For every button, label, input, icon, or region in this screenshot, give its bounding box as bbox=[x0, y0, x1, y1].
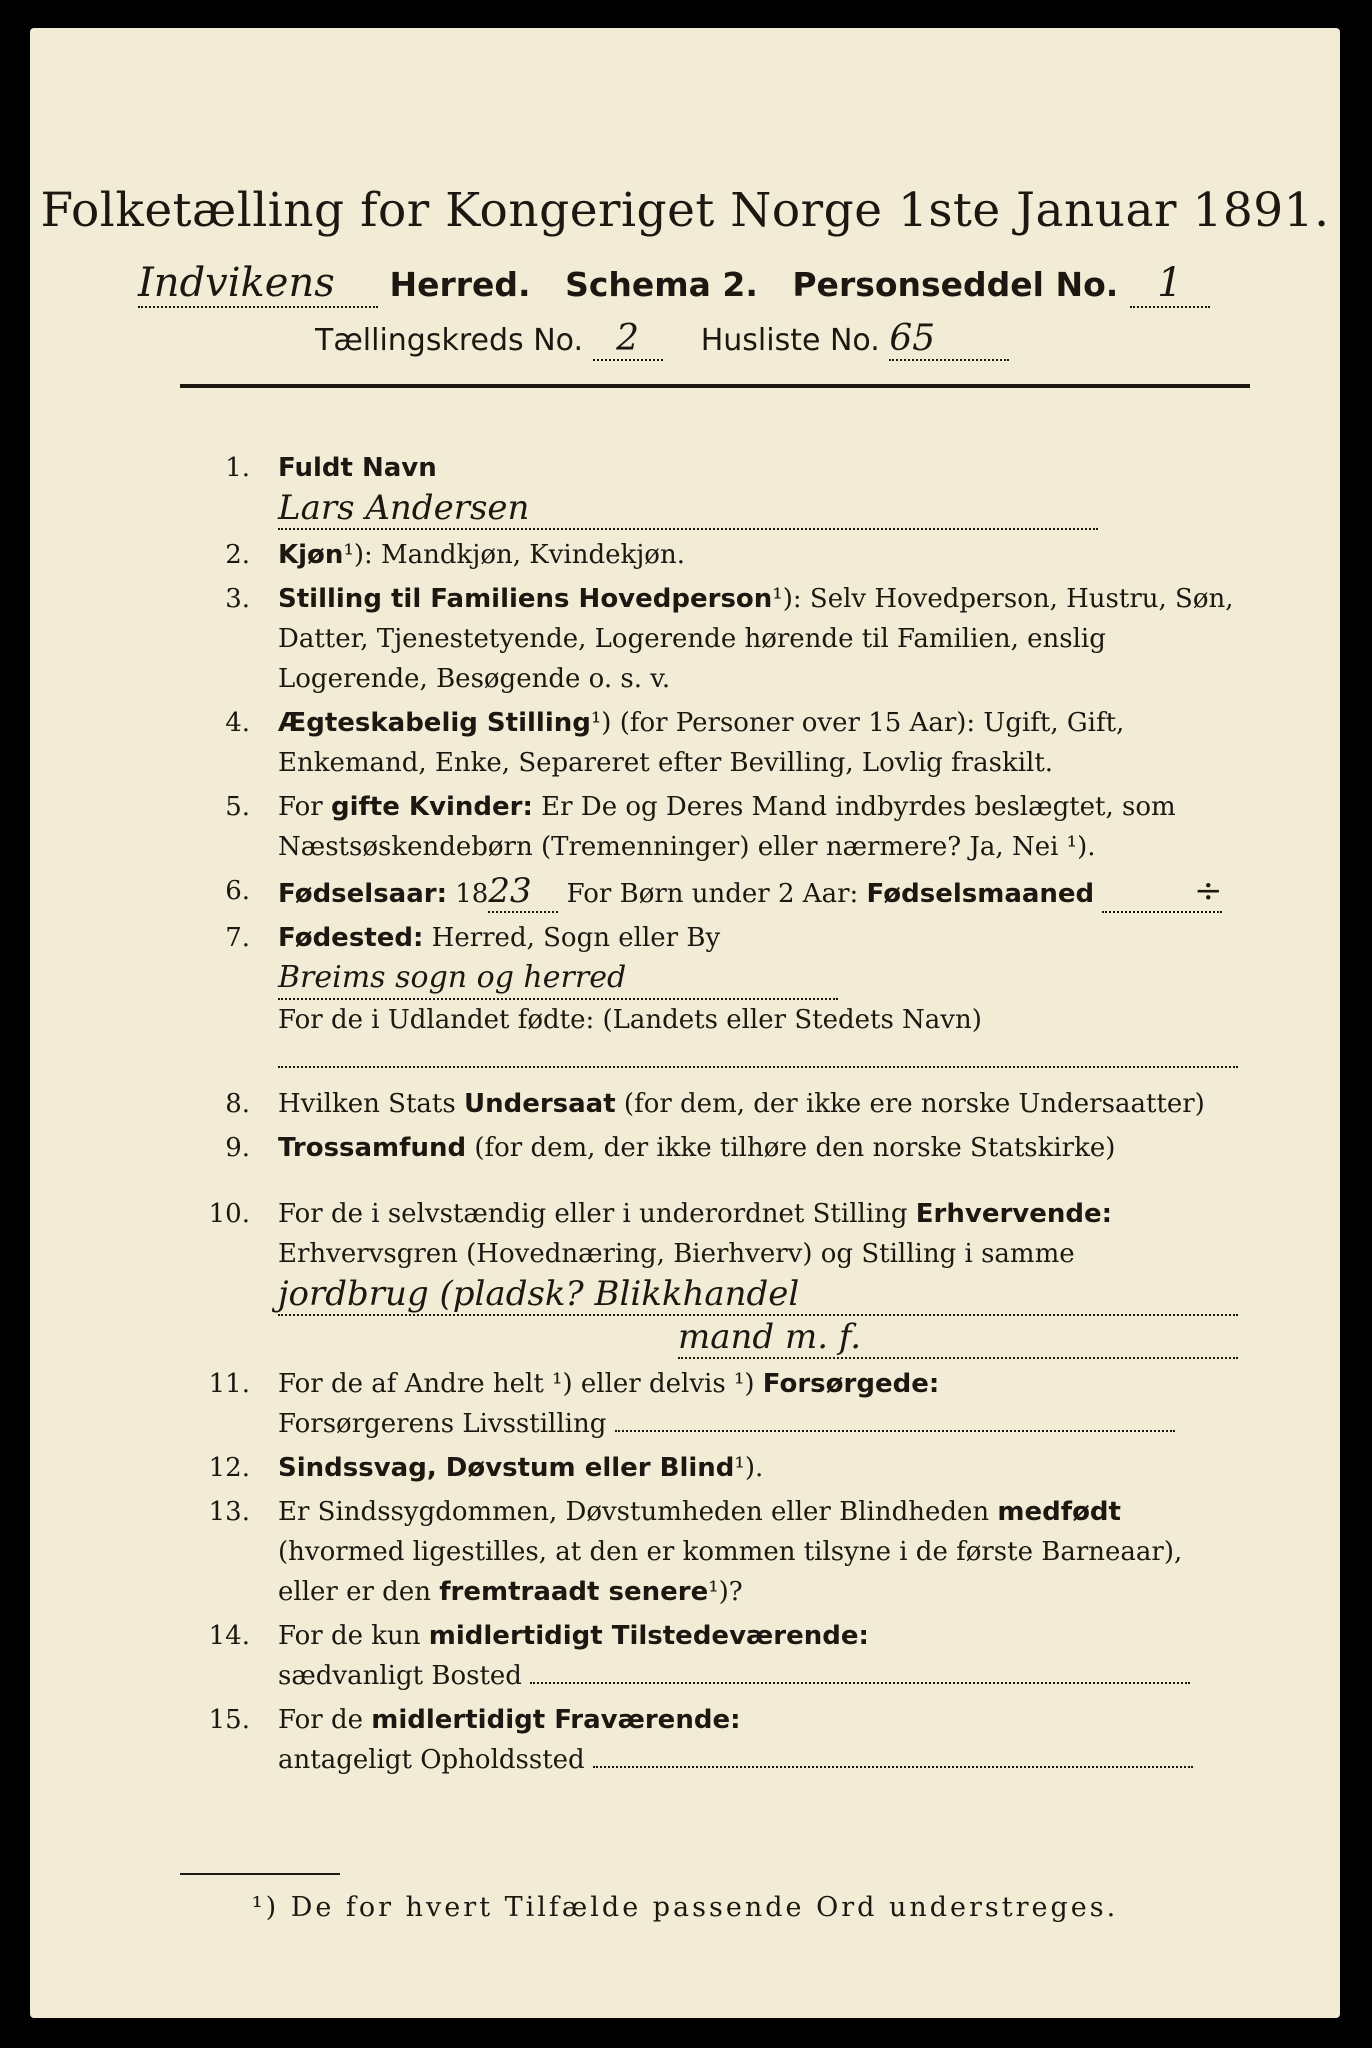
question-prefix: For de i selvstændig eller i underordnet Stilling bbox=[278, 1199, 908, 1229]
question-11 bbox=[180, 1364, 1250, 1444]
question-prefix: Er Sindssygdommen, Døvstumheden eller Blindheden bbox=[278, 1497, 990, 1527]
occupation-value-line2: mand m. f. bbox=[678, 1317, 1238, 1359]
question-prefix: For de af Andre helt ¹) eller delvis ¹) bbox=[278, 1369, 755, 1399]
question-label: Undersaat bbox=[463, 1089, 616, 1119]
question-text: Erhvervsgren (Hovednæring, Bierhverv) og Stilling i samme bbox=[278, 1239, 1075, 1269]
question-text: For de i Udlandet fødte: (Landets eller Stedets Navn) bbox=[278, 1005, 982, 1035]
question-text: ¹). bbox=[734, 1453, 764, 1483]
question-text: ¹) (for Personer over 15 Aar): Ugift, Gift, Enkemand, Enke, Separeret efter Bevilling, Lovlig fraskilt. bbox=[278, 708, 1125, 778]
question-number: 10. bbox=[208, 1199, 250, 1229]
question-7 bbox=[180, 918, 1250, 1080]
question-label: fremtraadt senere bbox=[439, 1577, 709, 1607]
question-number: 13. bbox=[208, 1497, 250, 1527]
birthplace-value: Breims sogn og herred bbox=[278, 958, 838, 1000]
herred-value: Indvikens bbox=[138, 260, 378, 308]
question-label: Ægteskabelig Stilling bbox=[278, 708, 591, 738]
question-1 bbox=[180, 448, 1250, 531]
question-14 bbox=[180, 1616, 1250, 1696]
question-number: 9. bbox=[225, 1133, 250, 1163]
question-label: Fuldt Navn bbox=[278, 453, 437, 483]
question-text: (for dem, der ikke ere norske Undersaatter) bbox=[623, 1089, 1205, 1119]
question-label: gifte Kvinder: bbox=[330, 792, 533, 822]
census-form-sheet bbox=[30, 28, 1340, 2018]
question-text: For Børn under 2 Aar: bbox=[566, 879, 859, 909]
schema-label: Schema 2. bbox=[565, 265, 758, 304]
question-4 bbox=[180, 703, 1250, 783]
question-6 bbox=[180, 871, 1250, 914]
question-2 bbox=[180, 535, 1250, 575]
taellingskreds-label: Tællingskreds No. bbox=[315, 323, 583, 358]
question-number: 1. bbox=[225, 453, 250, 483]
question-13 bbox=[180, 1492, 1250, 1612]
question-text: (hvormed ligestilles, at den er kommen tilsyne i de første Barneaar), eller er den bbox=[278, 1537, 1183, 1607]
footnote-rule bbox=[180, 1873, 340, 1875]
question-text: Forsørgerens Livsstilling bbox=[278, 1409, 607, 1439]
question-prefix: Hvilken Stats bbox=[278, 1089, 456, 1119]
question-label: Trossamfund bbox=[278, 1133, 467, 1163]
question-number: 5. bbox=[225, 792, 250, 822]
question-text: ¹): Mandkjøn, Kvindekjøn. bbox=[343, 540, 685, 570]
question-label: Sindssvag, Døvstum eller Blind bbox=[278, 1453, 735, 1483]
header-line-herred bbox=[138, 260, 1248, 308]
question-number: 4. bbox=[225, 708, 250, 738]
question-label: midlertidigt Fraværende: bbox=[371, 1705, 741, 1735]
question-number: 7. bbox=[225, 923, 250, 953]
question-label: Stilling til Familiens Hovedperson bbox=[278, 584, 773, 614]
question-text: ¹)? bbox=[708, 1577, 743, 1607]
blank-line bbox=[278, 1048, 1238, 1068]
question-number: 11. bbox=[208, 1369, 250, 1399]
blank-line bbox=[615, 1430, 1175, 1432]
question-label: Fødested: bbox=[278, 923, 424, 953]
question-15 bbox=[180, 1700, 1250, 1780]
question-text: (for dem, der ikke tilhøre den norske Statskirke) bbox=[474, 1133, 1116, 1163]
question-text: 18 bbox=[455, 879, 489, 909]
form-title: Folketælling for Kongeriget Norge 1ste Januar 1891. bbox=[40, 183, 1330, 238]
question-prefix: For de bbox=[278, 1705, 363, 1735]
question-text: Herred, Sogn eller By bbox=[431, 923, 721, 953]
question-number: 6. bbox=[225, 876, 250, 906]
husliste-label: Husliste No. bbox=[700, 323, 880, 358]
question-number: 2. bbox=[225, 540, 250, 570]
question-label: midlertidigt Tilstedeværende: bbox=[428, 1621, 869, 1651]
question-8 bbox=[180, 1084, 1250, 1124]
husliste-value: 65 bbox=[889, 318, 1009, 361]
question-text: antageligt Opholdssted bbox=[278, 1745, 585, 1775]
question-label: Kjøn bbox=[278, 540, 344, 570]
question-label: Fødselsmaaned bbox=[866, 879, 1095, 909]
question-prefix: For de kun bbox=[278, 1621, 421, 1651]
question-label: Fødselsaar: bbox=[278, 879, 447, 909]
question-text: Er De og Deres Mand indbyrdes beslægtet, som Næstsøskendebørn (Tremenninger) eller nærmere? Ja, Nei ¹). bbox=[278, 792, 1176, 862]
question-label: Forsørgede: bbox=[762, 1369, 940, 1399]
full-name-value: Lars Andersen bbox=[278, 488, 1098, 530]
birth-month-value: ÷ bbox=[1102, 871, 1222, 913]
question-number: 15. bbox=[208, 1705, 250, 1735]
personseddel-label: Personseddel No. bbox=[792, 265, 1119, 304]
question-number: 8. bbox=[225, 1089, 250, 1119]
question-5 bbox=[180, 787, 1250, 867]
question-text: sædvanligt Bosted bbox=[278, 1661, 522, 1691]
question-label: medfødt bbox=[997, 1497, 1121, 1527]
footnote: ¹) De for hvert Tilfælde passende Ord understreges. bbox=[251, 1892, 1119, 1923]
question-12 bbox=[180, 1448, 1250, 1488]
blank-line bbox=[593, 1766, 1193, 1768]
question-number: 14. bbox=[208, 1621, 250, 1651]
question-9 bbox=[180, 1128, 1250, 1168]
question-prefix: For bbox=[278, 792, 323, 822]
question-number: 12. bbox=[208, 1453, 250, 1483]
blank-line bbox=[530, 1682, 1190, 1684]
taellingskreds-value: 2 bbox=[593, 318, 663, 361]
question-10 bbox=[180, 1194, 1250, 1360]
occupation-value: jordbrug (pladsk? Blikkhandel bbox=[278, 1274, 1238, 1316]
herred-label: Herred. bbox=[389, 265, 531, 304]
question-text: ¹): Selv Hovedperson, Hustru, Søn, Datter, Tjenestetyende, Logerende hørende til Familien, enslig Logerende, Besøgende o. s. v. bbox=[278, 584, 1234, 694]
question-number: 3. bbox=[225, 584, 250, 614]
question-3 bbox=[180, 579, 1250, 699]
question-label: Erhvervende: bbox=[915, 1199, 1113, 1229]
birth-year-value: 23 bbox=[488, 871, 558, 913]
personseddel-value: 1 bbox=[1130, 260, 1210, 308]
header-line-kreds bbox=[315, 318, 1009, 361]
header-rule bbox=[180, 384, 1250, 388]
question-list bbox=[180, 448, 1250, 1784]
